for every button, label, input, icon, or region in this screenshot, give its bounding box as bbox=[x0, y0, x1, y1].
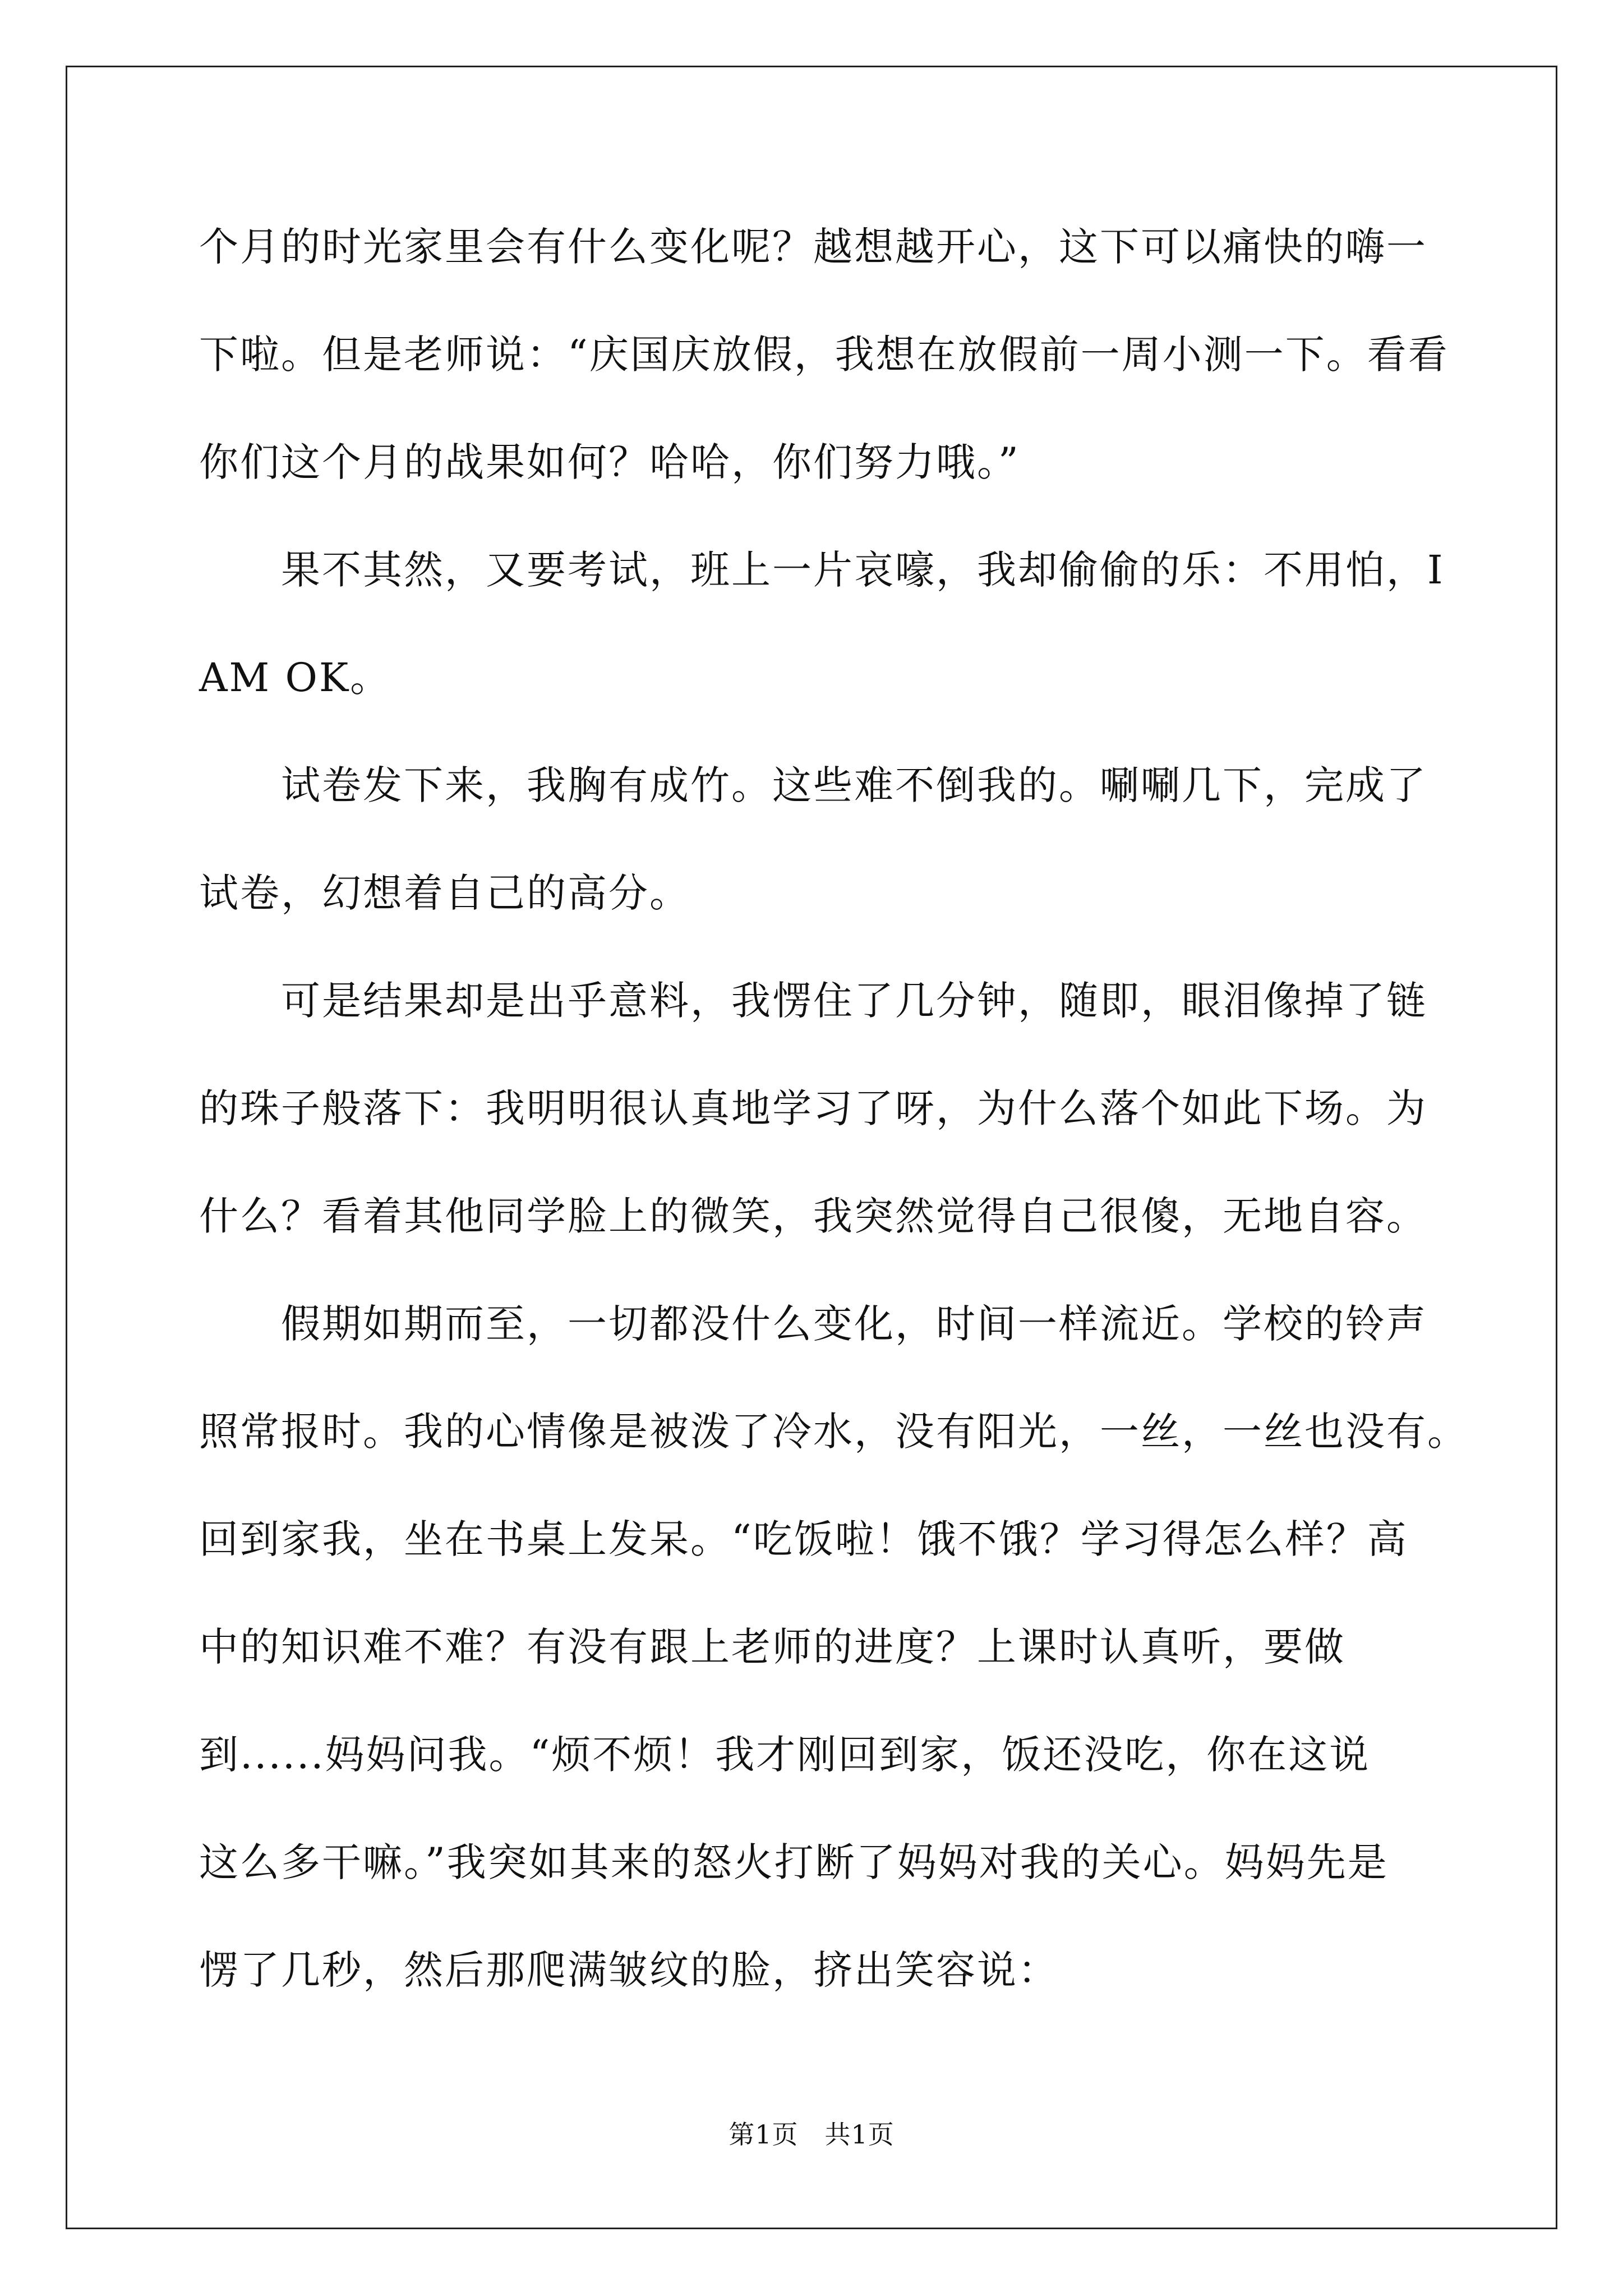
text-line: 试卷，幻想着自己的高分。 bbox=[199, 870, 690, 916]
text-line: 照常报时。我的心情像是被泼了冷水，没有阳光，一丝，一丝也没有。 bbox=[199, 1409, 1468, 1455]
text-line: 这么多干嘛。”我突如其来的怒火打断了妈妈对我的关心。妈妈先是 bbox=[199, 1839, 1389, 1885]
text-line: 中的知识难不难？有没有跟上老师的进度？上课时认真听，要做 bbox=[199, 1624, 1345, 1670]
text-line: 果不其然，又要考试，班上一片哀嚎，我却偷偷的乐：不用怕，I bbox=[199, 547, 1445, 593]
text-line: 回到家我，坐在书桌上发呆。“吃饭啦！饿不饿？学习得怎么样？高 bbox=[199, 1516, 1408, 1562]
text-line: 什么？看着其他同学脸上的微笑，我突然觉得自己很傻，无地自容。 bbox=[199, 1193, 1427, 1239]
text-line: 可是结果却是出乎意料，我愣住了几分钟，随即，眼泪像掉了链 bbox=[199, 978, 1427, 1024]
text-line: 你们这个月的战果如何？哈哈，你们努力哦。” bbox=[199, 439, 1020, 485]
page-number-footer: 第1页 共1页 bbox=[728, 2119, 895, 2150]
text-line: AM OK。 bbox=[199, 655, 391, 701]
text-line: 下啦。但是老师说：“庆国庆放假，我想在放假前一周小测一下。看看 bbox=[199, 332, 1449, 378]
text-line: 个月的时光家里会有什么变化呢？越想越开心，这下可以痛快的嗨一 bbox=[199, 224, 1427, 270]
text-line: 到......妈妈问我。“烦不烦！我才刚回到家，饭还没吃，你在这说 bbox=[199, 1732, 1371, 1778]
text-line: 假期如期而至，一切都没什么变化，时间一样流近。学校的铃声 bbox=[199, 1301, 1427, 1347]
text-line: 愣了几秒，然后那爬满皱纹的脸，挤出笑容说： bbox=[199, 1947, 1059, 1993]
page-border bbox=[66, 66, 1557, 2229]
text-line: 试卷发下来，我胸有成竹。这些难不倒我的。唰唰几下，完成了 bbox=[199, 762, 1427, 808]
text-line: 的珠子般落下：我明明很认真地学习了呀，为什么落个如此下场。为 bbox=[199, 1085, 1427, 1131]
